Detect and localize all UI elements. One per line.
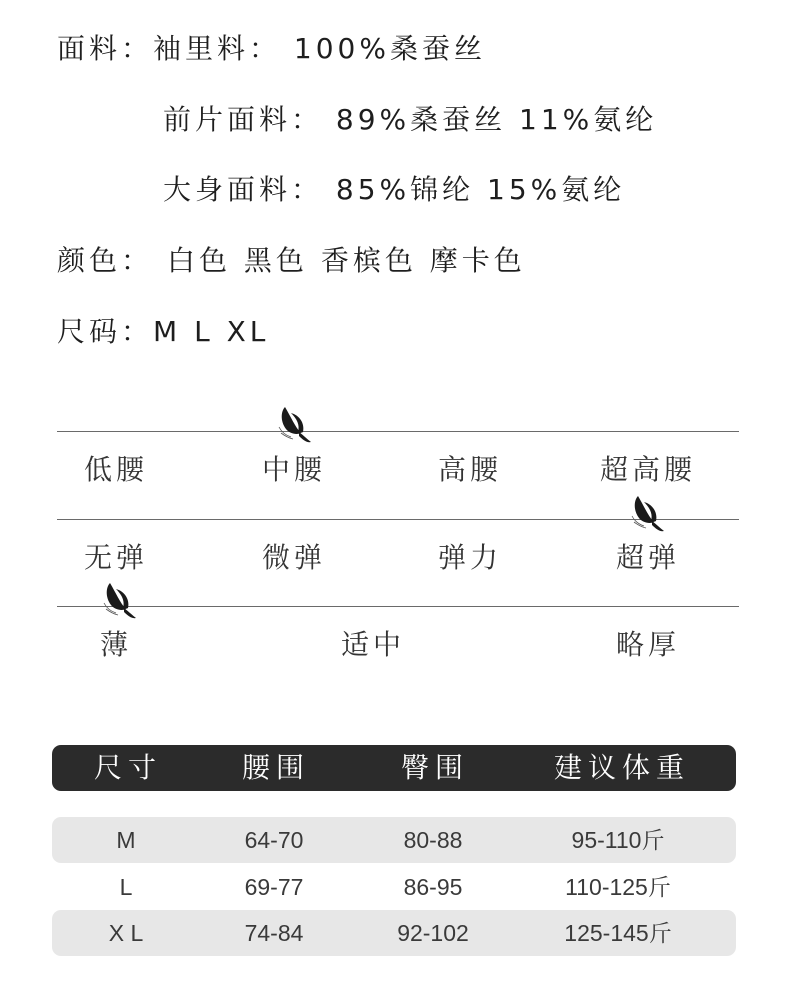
cell-weight: 125-145斤: [564, 920, 672, 946]
thickness-option-thin: 薄: [99, 628, 133, 661]
butterfly-icon: [630, 494, 666, 534]
table-row: [52, 910, 736, 956]
divider-line: [57, 431, 739, 432]
waist-option-high: 高腰: [437, 453, 503, 486]
elastic-option-slight: 微弹: [261, 541, 327, 574]
header-hip: 臀围: [400, 751, 470, 784]
cell-waist: 74-84: [244, 920, 304, 946]
butterfly-icon: [277, 405, 313, 445]
color-row: [57, 241, 526, 281]
waist-option-mid: 中腰: [261, 453, 327, 486]
cell-waist: 64-70: [244, 827, 304, 853]
header-weight: 建议体重: [553, 751, 691, 784]
cell-size: L: [119, 874, 133, 900]
cell-size: M: [116, 827, 136, 853]
size-table-header: [52, 745, 736, 791]
size-label: 尺码：: [57, 315, 154, 348]
material-label: 面料：: [57, 32, 154, 65]
cell-hip: 86-95: [403, 874, 463, 900]
cell-weight: 110-125斤: [565, 874, 671, 900]
elastic-option-none: 无弹: [83, 541, 149, 574]
waist-option-low: 低腰: [83, 453, 149, 486]
material-front: 前片面料： 89%桑蚕丝 11%氨纶: [163, 103, 658, 136]
table-row: [52, 817, 736, 863]
material-body: 大身面料： 85%锦纶 15%氨纶: [163, 173, 626, 206]
material-row: [57, 29, 486, 69]
header-size: 尺寸: [93, 751, 163, 784]
cell-hip: 92-102: [397, 920, 469, 946]
divider-line: [57, 606, 739, 607]
material-lining: 袖里料： 100%桑蚕丝: [153, 32, 486, 65]
color-options: 白色 黑色 香槟色 摩卡色: [167, 244, 526, 277]
thickness-option-medium: 适中: [340, 628, 406, 661]
cell-weight: 95-110斤: [571, 827, 665, 853]
header-waist: 腰围: [241, 751, 311, 784]
size-options: M L XL: [153, 315, 270, 348]
cell-waist: 69-77: [244, 874, 304, 900]
thickness-option-thick: 略厚: [615, 628, 681, 661]
color-label: 颜色：: [57, 244, 154, 277]
cell-hip: 80-88: [403, 827, 463, 853]
butterfly-icon: [102, 581, 138, 621]
elastic-option-elastic: 弹力: [437, 541, 503, 574]
table-row: [52, 864, 736, 910]
cell-size: X L: [108, 920, 144, 946]
size-row: [57, 312, 269, 352]
elastic-option-super: 超弹: [615, 541, 681, 574]
waist-option-extra-high: 超高腰: [599, 453, 697, 486]
